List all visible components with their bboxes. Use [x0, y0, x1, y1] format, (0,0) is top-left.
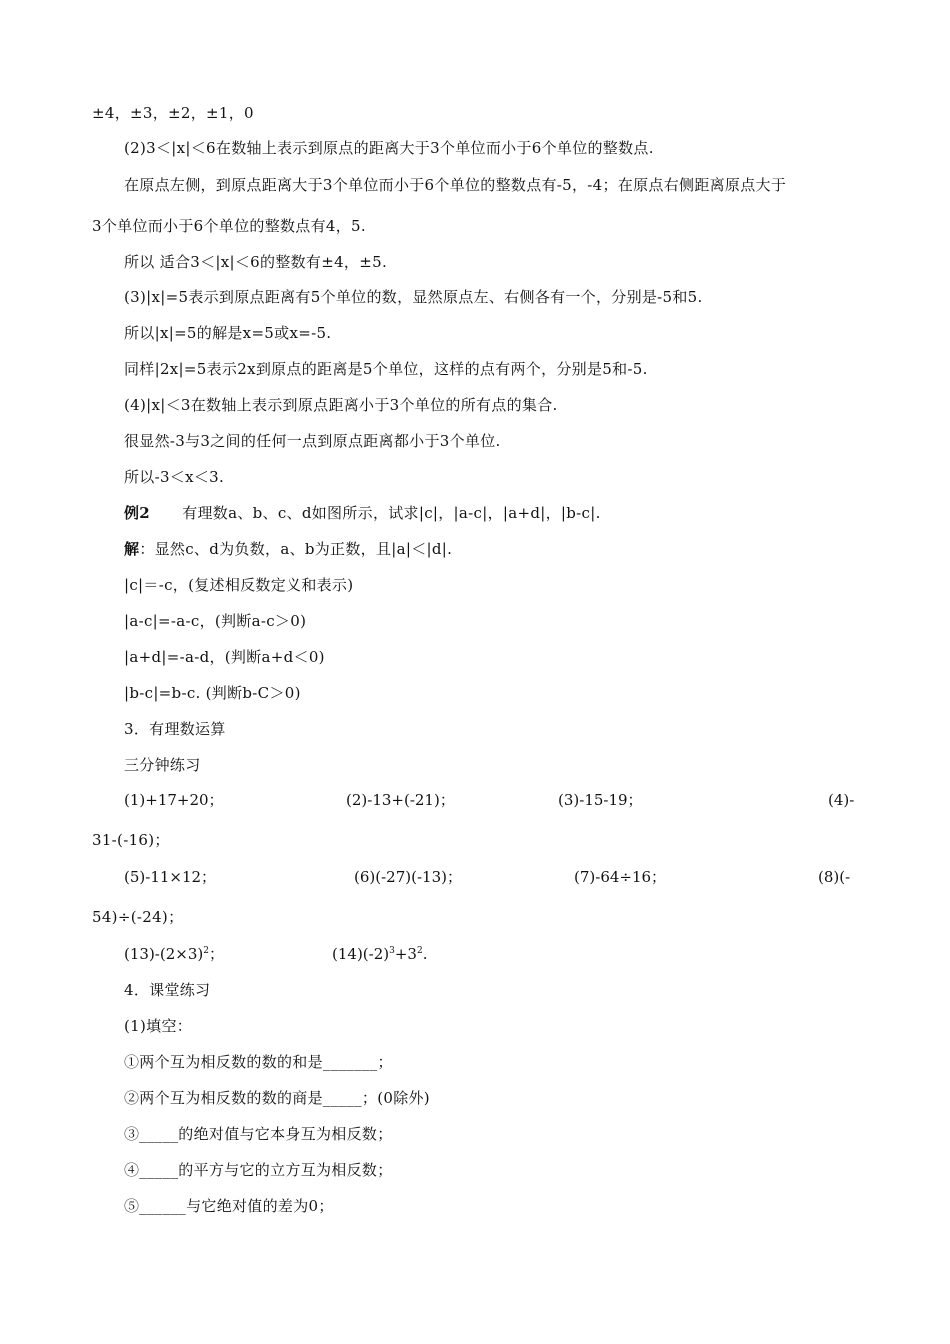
solution-step: |a-c|=-a-c，(判断a-c＞0): [124, 612, 307, 630]
example-label: 例2: [124, 504, 151, 522]
solution-step: |b-c|=b-c. (判断b-C＞0): [124, 684, 301, 702]
fill-blank-item: ①两个互为相反数的数的和是_______；: [124, 1053, 393, 1071]
exercise-item: $(14)(-2)^3+3^2$.: [332, 945, 428, 963]
example-text: 有理数a、b、c、d如图所示，试求|c|，|a-c|，|a+d|，|b-c|.: [182, 504, 601, 522]
exercise-item: (7)-64÷16；: [574, 868, 667, 886]
fill-blank-item: ②两个互为相反数的数的商是_____；(0除外): [124, 1089, 430, 1107]
section-subtitle: 三分钟练习: [124, 756, 201, 774]
exercise-continuation: 31-(-16)；: [92, 831, 170, 849]
solution-label: 解: [124, 540, 140, 558]
exercise-item: (3)-15-19；: [558, 791, 643, 809]
exercise-item: $(13)-(2\times 3)^2$；: [124, 945, 224, 963]
text-line: ±4，±3，±2，±1，0: [92, 104, 254, 122]
example-2: [124, 503, 601, 523]
text-line: 很显然-3与3之间的任何一点到原点距离都小于3个单位.: [124, 432, 501, 450]
exercise-item: (1)+17+20；: [124, 791, 224, 809]
text-line: (2)3＜|x|＜6在数轴上表示到原点的距离大于3个单位而小于6个单位的整数点.: [124, 139, 654, 157]
section-title: 4．课堂练习: [124, 981, 211, 999]
fill-blank-item: ④_____的平方与它的立方互为相反数；: [124, 1161, 393, 1179]
solution-step: |a+d|=-a-d，(判断a+d＜0): [124, 648, 325, 666]
text-line: 所以-3＜x＜3.: [124, 468, 225, 486]
exercise-item: (8)(-: [818, 868, 851, 886]
text-line: 所以|x|=5的解是x=5或x=-5.: [124, 324, 332, 342]
exercise-item: (2)-13+(-21)；: [346, 791, 455, 809]
fill-blank-item: ③_____的绝对值与它本身互为相反数；: [124, 1125, 393, 1143]
text-line: (3)|x|=5表示到原点距离有5个单位的数，显然原点左、右侧各有一个，分别是-5和5.: [124, 288, 703, 306]
exercise-item: (5)-11×12；: [124, 868, 217, 886]
text-line: 3个单位而小于6个单位的整数点有4，5.: [92, 217, 366, 235]
section-subtitle: (1)填空：: [124, 1017, 193, 1035]
exercise-item: (6)(-27)(-13)；: [354, 868, 462, 886]
solution-text: ：显然c、d为负数，a、b为正数，且|a|＜|d|.: [139, 540, 453, 558]
fill-blank-item: ⑤______与它绝对值的差为0；: [124, 1197, 334, 1215]
solution-step: |c|＝-c，(复述相反数定义和表示): [124, 576, 354, 594]
text-line: (4)|x|＜3在数轴上表示到原点距离小于3个单位的所有点的集合.: [124, 396, 558, 414]
text-line: 同样|2x|=5表示2x到原点的距离是5个单位，这样的点有两个，分别是5和-5.: [124, 360, 648, 378]
section-title: 3．有理数运算: [124, 720, 226, 738]
text-line: 在原点左侧，到原点距离大于3个单位而小于6个单位的整数点有-5，-4；在原点右侧距离原点大于: [124, 176, 787, 194]
solution-line: [124, 539, 452, 559]
exercise-item: (4)-: [828, 791, 855, 809]
text-line: 所以 适合3＜|x|＜6的整数有±4，±5.: [124, 253, 388, 271]
exercise-continuation: 54)÷(-24)；: [92, 908, 184, 926]
